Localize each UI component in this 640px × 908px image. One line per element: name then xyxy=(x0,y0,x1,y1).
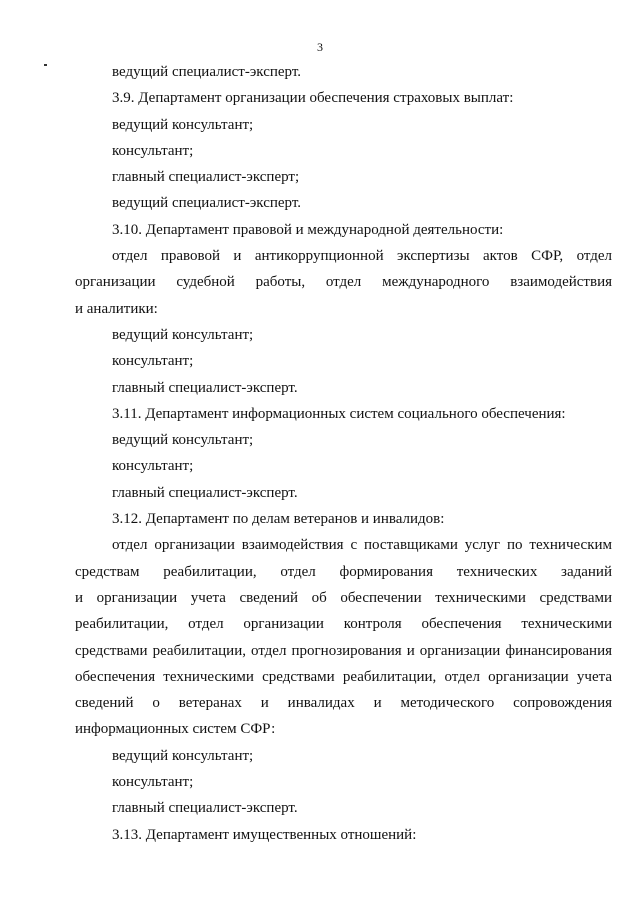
text-line: ведущий консультант; xyxy=(112,116,254,133)
text-line: 3.9. Департамент организации обеспечения страховых выплат: xyxy=(112,90,514,107)
text-line: 3.10. Департамент правовой и международной деятельности: xyxy=(112,221,504,238)
text-line: средствами реабилитации, отдел прогнозирования и организации финансирования xyxy=(75,642,612,659)
scan-speck xyxy=(44,64,47,66)
text-line: 3.13. Департамент имущественных отношений: xyxy=(112,826,417,843)
text-line: ведущий специалист-эксперт. xyxy=(112,64,302,80)
text-line: консультант; xyxy=(112,458,194,475)
text-line: обеспечения техническими средствами реабилитации, отдел организации учета xyxy=(75,668,612,685)
text-line: главный специалист-эксперт. xyxy=(112,379,298,396)
text-line: главный специалист-эксперт. xyxy=(112,800,298,817)
document-body xyxy=(75,59,612,848)
text-line: организации судебной работы, отдел международного взаимодействия xyxy=(75,274,612,291)
text-line: и организации учета сведений об обеспечении техническими средствами xyxy=(75,589,612,606)
text-line: главный специалист-эксперт. xyxy=(112,484,298,501)
text-line: консультант; xyxy=(112,774,194,791)
text-line: отдел правовой и антикоррупционной экспертизы актов СФР, отдел xyxy=(112,248,612,265)
text-line: 3.11. Департамент информационных систем социального обеспечения: xyxy=(112,405,566,422)
text-line: главный специалист-эксперт; xyxy=(112,169,300,186)
text-line: сведений о ветеранах и инвалидах и методического сопровождения xyxy=(75,695,612,712)
text-line: средствам реабилитации, отдел формирования технических заданий xyxy=(75,563,612,580)
text-line: отдел организации взаимодействия с поставщиками услуг по техническим xyxy=(112,537,612,554)
text-line: консультант; xyxy=(112,142,194,159)
text-line: и аналитики: xyxy=(75,300,158,317)
text-line: реабилитации, отдел организации контроля обеспечения техническими xyxy=(75,616,612,633)
text-line: ведущий консультант; xyxy=(112,432,254,449)
text-line: 3.12. Департамент по делам ветеранов и инвалидов: xyxy=(112,511,445,528)
page-number: 3 xyxy=(317,40,323,54)
text-line: информационных систем СФР: xyxy=(75,721,276,738)
text-line: ведущий консультант; xyxy=(112,747,254,764)
text-line: консультант; xyxy=(112,353,194,370)
text-line: ведущий специалист-эксперт. xyxy=(112,195,302,212)
text-line: ведущий консультант; xyxy=(112,326,254,343)
